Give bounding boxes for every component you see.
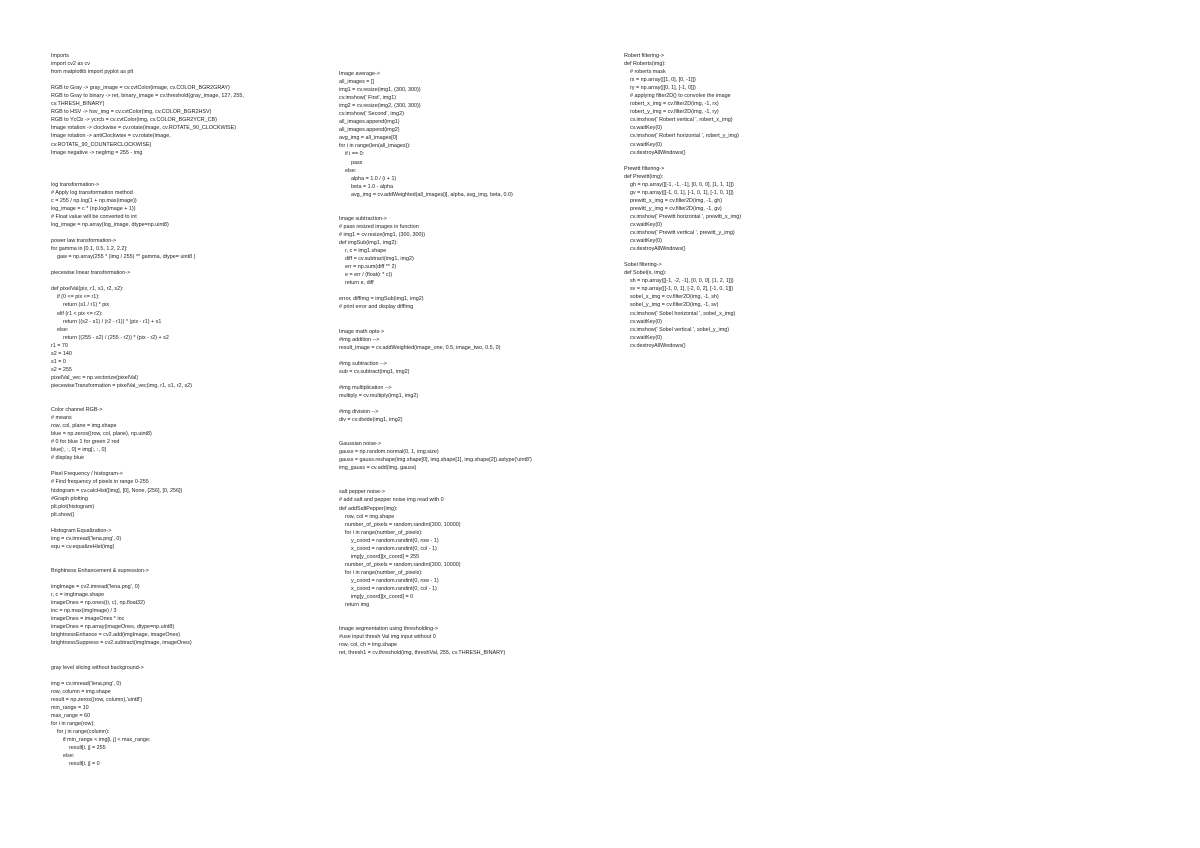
code-line: cv.waitKey(0): [624, 238, 662, 245]
code-line: [51, 76, 321, 84]
code-line: return ((255 - s2) / (255 - r2)) * (pix - r2) + s2: [51, 334, 169, 341]
code-line: img2 = cv.resize(img2, (300, 300)): [339, 103, 421, 110]
code-line: # applying filter2D() to convolve the image: [624, 93, 731, 100]
right-code-column: [624, 52, 894, 350]
code-line: [51, 229, 321, 237]
code-line: s2 = 255: [51, 366, 72, 373]
code-line: cv.ROTATE_90_COUNTERCLOCKWISE): [51, 141, 152, 148]
code-line: #img multiplication -->: [339, 384, 392, 391]
code-line: gray level slicing without background->: [51, 664, 144, 671]
code-line: [624, 157, 894, 165]
code-line: number_of_pixels = random.randint(300, 10000): [339, 521, 461, 528]
code-line: [51, 656, 321, 664]
code-line: [339, 352, 609, 360]
code-line: # img1 = cv.resize(img1, (300, 300)): [339, 231, 426, 238]
code-line: gauss = gauss.reshape(img.shape[0], img.shape[1], img.shape[2]).astype('uint8'): [339, 457, 532, 464]
code-line: [51, 165, 321, 173]
code-line: Image rotation -> clockwise = cv.rotate(image, cv.ROTATE_90_CLOCKWISE): [51, 125, 237, 132]
code-line: Robert filtering->: [624, 53, 664, 59]
code-line: salt pepper noise->: [339, 489, 385, 496]
code-line: img[y_coord][x_coord] = 255: [339, 553, 420, 560]
code-line: for i in range(len(all_images)):: [339, 143, 411, 150]
code-line: cv.imshow(' Prewitt vertical ', prewitt_y_img): [624, 230, 735, 237]
code-line: histogram = cv.calcHist([img], [0], None, [256], [0, 256]): [51, 487, 183, 494]
code-line: pass: [339, 159, 363, 166]
code-line: elif (r1 < pix <= r2):: [51, 310, 103, 317]
code-line: x_coord = random.randint(0, col - 1): [339, 545, 437, 552]
code-line: [51, 157, 321, 165]
code-line: sh = np.array([[-1, -2, -1], [0, 0, 0], [1, 2, 1]]): [624, 278, 734, 285]
code-line: sobel_y_img = cv.filter2D(img, -1, sv): [624, 302, 719, 309]
code-line: import cv2 as cv: [51, 61, 90, 68]
code-line: #img addition -->: [339, 336, 380, 343]
code-line: Prewitt filtering->: [624, 165, 665, 172]
code-line: cv.waitKey(0): [624, 141, 662, 148]
code-line: def addSaltPepper(img):: [339, 505, 398, 512]
code-line: imageOnes = np.array(imageOnes, dtype=np.uint8): [51, 624, 175, 631]
code-line: [339, 199, 609, 207]
code-line: # print error and display diffImg: [339, 304, 414, 311]
code-line: img_gauss = cv.add(img, gauss): [339, 465, 417, 472]
code-line: [339, 311, 609, 319]
code-line: #img division -->: [339, 408, 379, 415]
code-line: r, c = img1.shape: [339, 248, 387, 255]
code-line: Imports: [51, 53, 69, 59]
code-line: Histogram Equalization->: [51, 527, 112, 534]
code-line: [51, 551, 321, 559]
code-line: cv.waitKey(0): [624, 125, 662, 132]
code-line: # display blue: [51, 455, 84, 462]
code-line: [51, 672, 321, 680]
code-line: ret, thresh1 = cv.threshold(img, threshVal, 255, cv.THRESH_BINARY): [339, 650, 506, 657]
code-line: multiply = cv.multiply(img1, img2): [339, 392, 419, 399]
code-line: y_coord = random.randint(0, row - 1): [339, 537, 439, 544]
code-line: return e, diff: [339, 280, 374, 287]
code-line: gv = np.array([[-1, 0, 1], [-1, 0, 1], [-1, 0, 1]]): [624, 189, 734, 196]
code-line: img1 = cv.resize(img1, (300, 300)): [339, 87, 421, 94]
code-line: diff = cv.subtract(img1, img2): [339, 256, 414, 263]
code-line: err = np.sum(diff ** 2): [339, 264, 397, 271]
code-line: sub = cv.subtract(img1, img2): [339, 368, 410, 375]
middle-code-column: [339, 70, 609, 657]
code-line: [339, 319, 609, 327]
code-line: beta = 1.0 - alpha: [339, 183, 394, 190]
code-line: log_image = c * (np.log(image + 1)): [51, 205, 136, 212]
code-line: Image math opts->: [339, 328, 385, 335]
code-line: Image rotation -> antiClockwise = cv.rotate(image,: [51, 133, 171, 140]
code-line: e = err / (float(r * c)): [339, 272, 393, 279]
code-line: return ((s2 - s1) / (r2 - r1)) * (pix - r1) + s1: [51, 318, 162, 325]
code-line: gh = np.array([[-1, -1, -1], [0, 0, 0], [1, 1, 1]]): [624, 181, 734, 188]
code-line: c = 255 / np.log(1 + np.max(image)): [51, 197, 137, 204]
code-line: cv.imshow(' Prewitt horizontal ', prewitt_x_img): [624, 213, 741, 220]
code-line: RGB to YcCb -> ycrcb = cv.cvtColor(img, cv.COLOR_BGR2YCR_CB): [51, 117, 217, 124]
code-line: RGB to Gray -> gray_image = cv.cvtColor(image, cv.COLOR_BGR2GRAY): [51, 85, 230, 92]
code-line: cv.imshow(' First', img1): [339, 95, 397, 102]
code-line: def Sobel(x, img):: [624, 270, 667, 277]
code-line: inc = np.max(imgImage) / 3: [51, 608, 117, 615]
code-line: #use input thresh Val img input without 0: [339, 634, 436, 641]
code-line: if min_range < img[i, j] < max_range:: [51, 736, 151, 743]
code-line: Image average->: [339, 71, 380, 77]
code-line: plt.plot(histogram): [51, 503, 95, 510]
code-line: s2 = 140: [51, 350, 72, 357]
code-line: [624, 253, 894, 261]
code-line: [51, 559, 321, 567]
code-line: imageOnes = imageOnes * inc: [51, 616, 125, 623]
code-line: [339, 432, 609, 440]
code-line: img[y_coord][x_coord] = 0: [339, 594, 414, 601]
code-line: row, col = img.shape: [339, 513, 395, 520]
code-line: Gaussian noise->: [339, 441, 382, 448]
code-line: row, col, ch = img.shape: [339, 642, 397, 649]
code-line: log transformation->: [51, 181, 100, 188]
code-line: power law transformation->: [51, 238, 117, 245]
code-line: # add salt and pepper noise img read with 0: [339, 497, 444, 504]
code-line: robert_x_img = cv.filter2D(img, -1, rx): [624, 101, 719, 108]
code-line: for i in range(row):: [51, 720, 95, 727]
code-line: rx = np.array([[1, 0], [0, -1]]): [624, 77, 696, 84]
code-line: all_images.append(img2): [339, 127, 400, 134]
code-line: alpha = 1.0 / (i + 1): [339, 175, 397, 182]
code-line: [339, 609, 609, 617]
code-line: error, diffImg = imgSub(img1, img2): [339, 296, 424, 303]
code-line: [51, 519, 321, 527]
code-line: Image subtraction->: [339, 215, 387, 222]
code-line: img = cv.imread('lena.png', 0): [51, 680, 122, 687]
code-line: piecewise linear transformation->: [51, 270, 131, 277]
code-line: # Apply log transformation method: [51, 189, 133, 196]
code-line: blue = np.zeros((row, col, plane), np.uint8): [51, 431, 152, 438]
code-line: [339, 400, 609, 408]
left-code-column: [51, 52, 321, 768]
code-line: row, column = img.shape: [51, 688, 111, 695]
code-line: [339, 287, 609, 295]
code-line: #Graph plotting: [51, 495, 88, 502]
code-line: robert_y_img = cv.filter2D(img, -1, ry): [624, 109, 719, 116]
code-line: cv.destroyAllWindows(): [624, 246, 686, 253]
code-line: r1 = 70: [51, 342, 68, 349]
code-line: # pass resized images in function: [339, 223, 419, 230]
code-line: for j in range(column):: [51, 728, 110, 735]
code-line: # means: [51, 415, 72, 422]
code-line: cv.waitKey(0): [624, 221, 662, 228]
code-line: ry = np.array([[0, 1], [-1, 0]]): [624, 85, 696, 92]
code-line: # Find frequency of pixels in range 0-255: [51, 479, 149, 486]
code-line: prewitt_y_img = cv.filter2D(img, -1, gv): [624, 205, 722, 212]
code-line: blue[:, :, 0] = img[:, :, 0]: [51, 447, 106, 454]
code-line: result[i, j] = 0: [51, 761, 100, 768]
code-line: r, c = imgImage.shape: [51, 592, 105, 599]
code-line: def Prewitt(img):: [624, 173, 664, 180]
code-line: [51, 647, 321, 655]
code-line: [339, 207, 609, 215]
code-line: Color channel RGB->: [51, 407, 103, 414]
code-line: else:: [51, 753, 75, 760]
code-line: result_image = cv.addWeighted(image_one, 0.5, image_two, 0.5, 0): [339, 344, 501, 351]
code-line: # roberts mask: [624, 69, 666, 76]
code-line: cv.imshow(' Robert vertical ', robert_x_img): [624, 117, 733, 124]
code-line: brightnessSuppress = cv2.subtract(imgImage, imageOnes): [51, 640, 192, 647]
code-line: cv.imshow(' Second', img2): [339, 111, 404, 118]
code-line: cv.waitKey(0): [624, 318, 662, 325]
code-line: [339, 424, 609, 432]
code-line: from matplotlib import pyplot as plt: [51, 69, 134, 76]
code-line: def imgSub(img1, img2):: [339, 239, 398, 246]
code-line: equ = cv.equalizeHist(img): [51, 543, 115, 550]
code-line: cv.destroyAllWindows(): [624, 342, 686, 349]
code-line: piecewiseTransformation = pixelVal_vec(img, r1, s1, r2, s2): [51, 382, 192, 389]
code-line: gaw = np.array(255 * (img / 255) ** gamma, dtype= uint8 ): [51, 254, 196, 261]
code-line: [51, 277, 321, 285]
code-line: plt.show(): [51, 511, 75, 518]
code-line: number_of_pixels = random.randint(300, 10000): [339, 561, 461, 568]
code-line: [339, 617, 609, 625]
code-line: [51, 575, 321, 583]
code-line: return (s1 / r1) * pix: [51, 302, 110, 309]
code-line: result[i, j] = 255: [51, 745, 106, 752]
code-line: for gamma in [0.1, 0.5, 1.2, 2.2]:: [51, 246, 128, 253]
code-line: Sobel filtering->: [624, 262, 662, 269]
code-line: if i == 0:: [339, 151, 365, 158]
code-line: all_images = []: [339, 79, 374, 86]
code-line: y_coord = random.randint(0, row - 1): [339, 577, 439, 584]
code-line: for i in range(number_of_pixels):: [339, 529, 423, 536]
code-line: [51, 462, 321, 470]
code-line: imgImage = cv2.imread('lena.png', 0): [51, 584, 140, 591]
code-line: cv.destroyAllWindows(): [624, 149, 686, 156]
code-line: img = cv.imread('lena.png', 0): [51, 535, 122, 542]
code-line: x_coord = random.randint(0, col - 1): [339, 586, 437, 592]
code-line: pixelVal_vec = np.vectorize(pixelVal): [51, 374, 139, 381]
code-line: Image segmentation using thresholding->: [339, 626, 439, 633]
code-line: RGB to HSV -> hsv_img = cv.cvtColor(img, cv.COLOR_BGR2HSV): [51, 109, 212, 116]
code-line: cv.waitKey(0): [624, 334, 662, 341]
code-line: prewitt_x_img = cv.filter2D(img, -1, gh): [624, 197, 723, 204]
code-line: [51, 390, 321, 398]
code-line: else:: [339, 167, 357, 174]
code-line: [339, 472, 609, 480]
code-line: result = np.zeros((row, column),'uint8'): [51, 696, 143, 703]
code-line: else:: [51, 326, 69, 333]
code-line: gauss = np.random.normal(0, 1, img.size): [339, 449, 439, 456]
code-line: log_image = np.array(log_image, dtype=np.uint8): [51, 221, 169, 228]
code-line: if (0 <= pix <= r1):: [51, 294, 100, 301]
code-line: [51, 261, 321, 269]
code-line: [51, 398, 321, 406]
code-line: row, col, plane = img.shape: [51, 423, 117, 430]
code-line: [339, 376, 609, 384]
code-line: div = cv.divide(img1, img2): [339, 417, 403, 424]
code-line: cv.imshow(' Robert horizontal ', robert_y_img): [624, 133, 739, 140]
code-line: RGB to Gray to binary -> ret, binary_image = cv.threshold(gray_image, 127, 255,: [51, 93, 244, 100]
code-line: Pixel Frequency / histogram->: [51, 471, 123, 478]
code-line: imageOnes = np.ones((r, c), np.float32): [51, 600, 145, 607]
code-line: cv.imshow(' Sobel horizontal ', sobel_x_img): [624, 310, 736, 317]
code-line: #img subtraction -->: [339, 360, 387, 367]
code-line: Brightness Enhancement & supression->: [51, 568, 149, 574]
code-line: cv.THRESH_BINARY): [51, 101, 105, 108]
code-line: # Float value will be converted to int: [51, 213, 137, 220]
code-line: sobel_x_img = cv.filter2D(img, -1, sh): [624, 294, 719, 301]
code-line: def Roberts(img):: [624, 61, 666, 68]
code-line: max_range = 60: [51, 712, 91, 719]
code-line: avg_img = all_images[0]: [339, 135, 398, 142]
code-line: s1 = 0: [51, 358, 66, 365]
code-line: Image negative -> negImg = 255 - img: [51, 149, 143, 156]
code-line: min_range = 10: [51, 704, 89, 711]
code-line: return img: [339, 602, 370, 609]
code-line: for i in range(number_of_pixels):: [339, 569, 423, 576]
code-line: def pixelVal(pix, r1, s1, r2, s2):: [51, 286, 124, 293]
code-line: [339, 480, 609, 488]
code-line: all_images.append(img1): [339, 119, 400, 126]
code-line: avg_img = cv.addWeighted(all_images[i], alpha, avg_img, beta, 0.0): [339, 191, 513, 198]
code-line: sv = np.array([[-1, 0, 1], [-2, 0, 2], [-1, 0, 1]]): [624, 286, 734, 293]
code-line: [51, 173, 321, 181]
code-line: brightnessEnhance = cv2.add(imgImage, imageOnes): [51, 632, 180, 639]
code-line: # 0 for blue 1 for green 2 red: [51, 439, 120, 446]
code-line: cv.imshow(' Sobel vertical ', sobel_y_img): [624, 326, 730, 333]
